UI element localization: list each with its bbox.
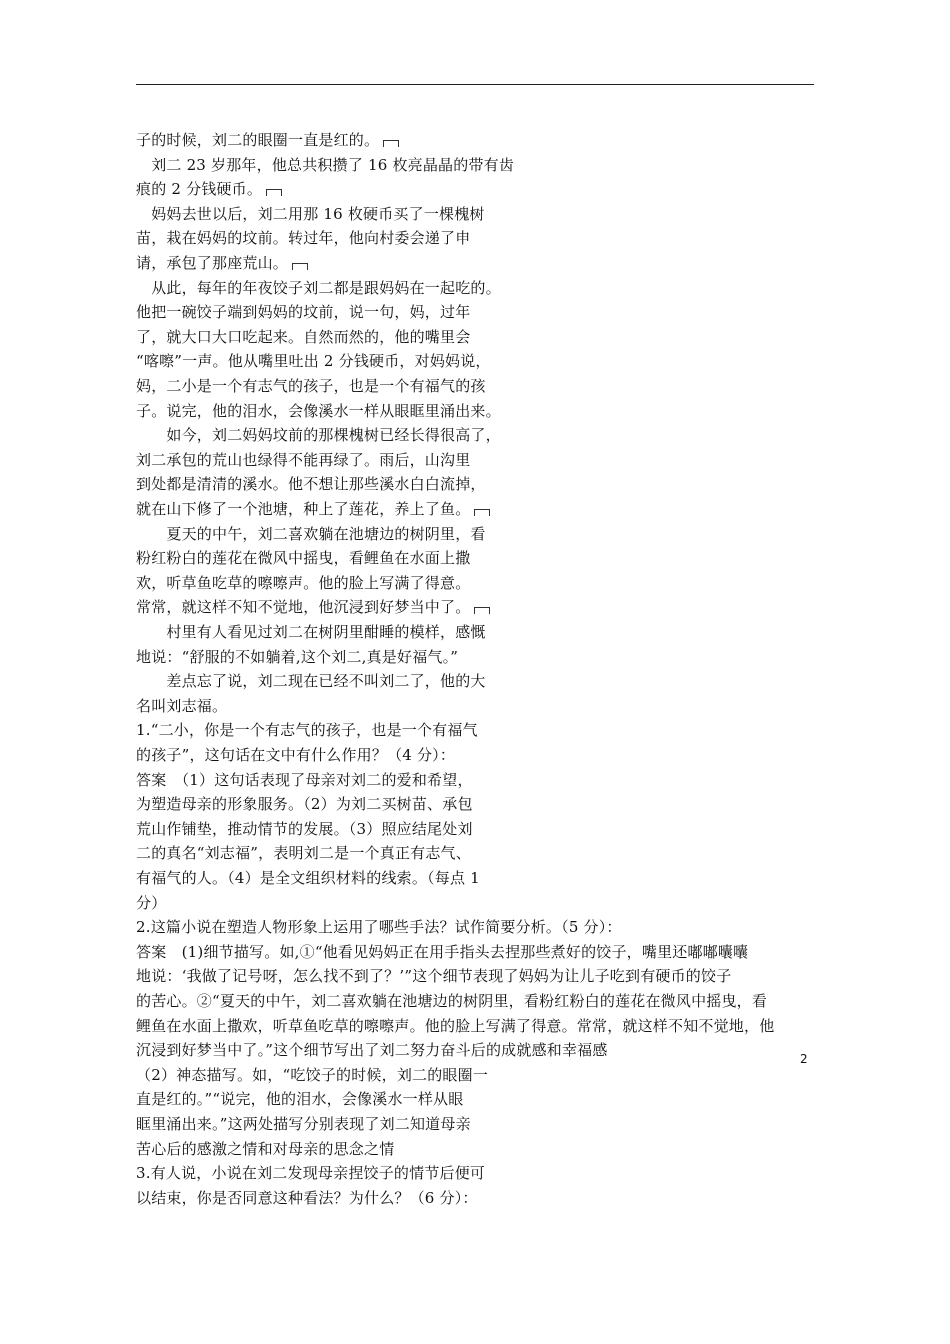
text-line: 荒山作铺垫，推动情节的发展。（3）照应结尾处刘 xyxy=(136,819,473,838)
text-line: 村里有人看见过刘二在树阴里酣睡的模样，感慨 xyxy=(136,623,486,641)
text-line: 差点忘了说，刘二现在已经不叫刘二了，他的大 xyxy=(136,672,486,691)
bracket-mark-icon xyxy=(292,263,308,270)
bracket-mark-icon xyxy=(474,509,490,516)
text-line: 痕的 2 分钱硬币。 xyxy=(136,177,282,201)
header-rule xyxy=(136,84,814,85)
text-line: 眶里涌出来。”这两处描写分别表现了刘二知道母亲 xyxy=(136,1115,471,1133)
text-line: 二的真名“刘志福”，表明刘二是一个真正有志气、 xyxy=(136,844,471,863)
text-line: 刘二 23 岁那年，他总共积攒了 16 枚亮晶晶的带有齿 xyxy=(136,155,515,174)
bracket-mark-icon xyxy=(383,140,399,147)
text-line: 苗，栽在妈妈的坟前。转过年，他向村委会递了申 xyxy=(136,229,471,248)
text-line: 1.“二小，你是一个有志气的孩子，也是一个有福气 xyxy=(136,721,478,740)
text-line: 子。说完，他的泪水，会像溪水一样从眼眶里涌出来。 xyxy=(136,401,501,420)
text-line: 夏天的中午，刘二喜欢躺在池塘边的树阴里，看 xyxy=(136,524,486,543)
text-line: 答案 （1）这句话表现了母亲对刘二的爱和希望， xyxy=(136,770,473,789)
text-line: 直是红的。”“说完，他的泪水，会像溪水一样从眼 xyxy=(136,1090,464,1109)
text-line: 妈，二小是一个有志气的孩子，也是一个有福气的孩 xyxy=(136,377,486,395)
text-line: 有福气的人。（4）是全文组织材料的线索。（每点 1 xyxy=(136,869,480,887)
text-line: 地说：‘我做了记号呀，怎么找不到了？’”这个细节表现了妈妈为让儿子吃到有硬币的饺子 xyxy=(136,967,732,986)
text-line: 鲤鱼在水面上撒欢，听草鱼吃草的嚓嚓声。他的脸上写满了得意。常常，就这样不知不觉地，他 xyxy=(136,1016,775,1035)
text-line: 2.这篇小说在塑造人物形象上运用了哪些手法？试作简要分析。（5 分）： xyxy=(136,918,622,937)
text-line: 苦心后的感激之情和对母亲的思念之情 xyxy=(136,1139,395,1158)
text-line: 常常，就这样不知不觉地，他沉浸到好梦当中了。 xyxy=(136,595,490,619)
text-line: 他把一碗饺子端到妈妈的坟前，说一句，妈，过年 xyxy=(136,303,471,322)
bracket-mark-icon xyxy=(474,607,490,614)
text-line: 请，承包了那座荒山。 xyxy=(136,251,308,275)
text-line: 3.有人说，小说在刘二发现母亲捏饺子的情节后便可 xyxy=(136,1164,486,1183)
text-line: 的孩子”，这句话在文中有什么作用？（4 分）： xyxy=(136,746,456,764)
page-number: 2 xyxy=(800,1052,808,1066)
text-line: 分） xyxy=(136,893,167,912)
text-line: 妈妈去世以后，刘二用那 16 枚硬币买了一棵槐树 xyxy=(136,204,485,223)
text-line: 地说：“舒服的不如躺着,这个刘二,真是好福气。” xyxy=(136,647,459,666)
text-line: 到处都是清清的溪水。他不想让那些溪水白白流掉， xyxy=(136,475,486,494)
text-line: 为塑造母亲的形象服务。（2）为刘二买树苗、承包 xyxy=(136,795,473,814)
bracket-mark-icon xyxy=(266,189,282,196)
text-line: 子的时候，刘二的眼圈一直是红的。 xyxy=(136,128,399,152)
text-line: 答案 (1)细节描写。如,①“他看见妈妈正在用手指头去捏那些煮好的饺子，嘴里还嘟嘟囔囔 xyxy=(136,942,749,961)
text-line: 刘二承包的荒山也绿得不能再绿了。雨后，山沟里 xyxy=(136,450,471,469)
text-line: “喀嚓”一声。他从嘴里吐出 2 分钱硬币，对妈妈说， xyxy=(136,352,491,371)
text-line: 从此，每年的年夜饺子刘二都是跟妈妈在一起吃的。 xyxy=(136,278,501,297)
text-line: （2）神态描写。如，“吃饺子的时候，刘二的眼圈一 xyxy=(136,1065,489,1084)
text-line: 以结束，你是否同意这种看法？为什么？（6 分）： xyxy=(136,1188,478,1207)
text-line: 就在山下修了一个池塘，种上了莲花，养上了鱼。 xyxy=(136,497,490,521)
text-line: 沉浸到好梦当中了。”这个细节写出了刘二努力奋斗后的成就感和幸福感 xyxy=(136,1041,608,1060)
text-line: 了，就大口大口吃起来。自然而然的，他的嘴里会 xyxy=(136,327,471,346)
text-line: 粉红粉白的莲花在微风中摇曳，看鲤鱼在水面上撒 xyxy=(136,549,471,568)
text-line: 的苦心。②“夏天的中午，刘二喜欢躺在池塘边的树阴里，看粉红粉白的莲花在微风中摇曳，看 xyxy=(136,992,768,1010)
text-line: 欢，听草鱼吃草的嚓嚓声。他的脸上写满了得意。 xyxy=(136,573,471,592)
text-line: 如今，刘二妈妈坟前的那棵槐树已经长得很高了， xyxy=(136,426,501,445)
text-line: 名叫刘志福。 xyxy=(136,696,228,715)
